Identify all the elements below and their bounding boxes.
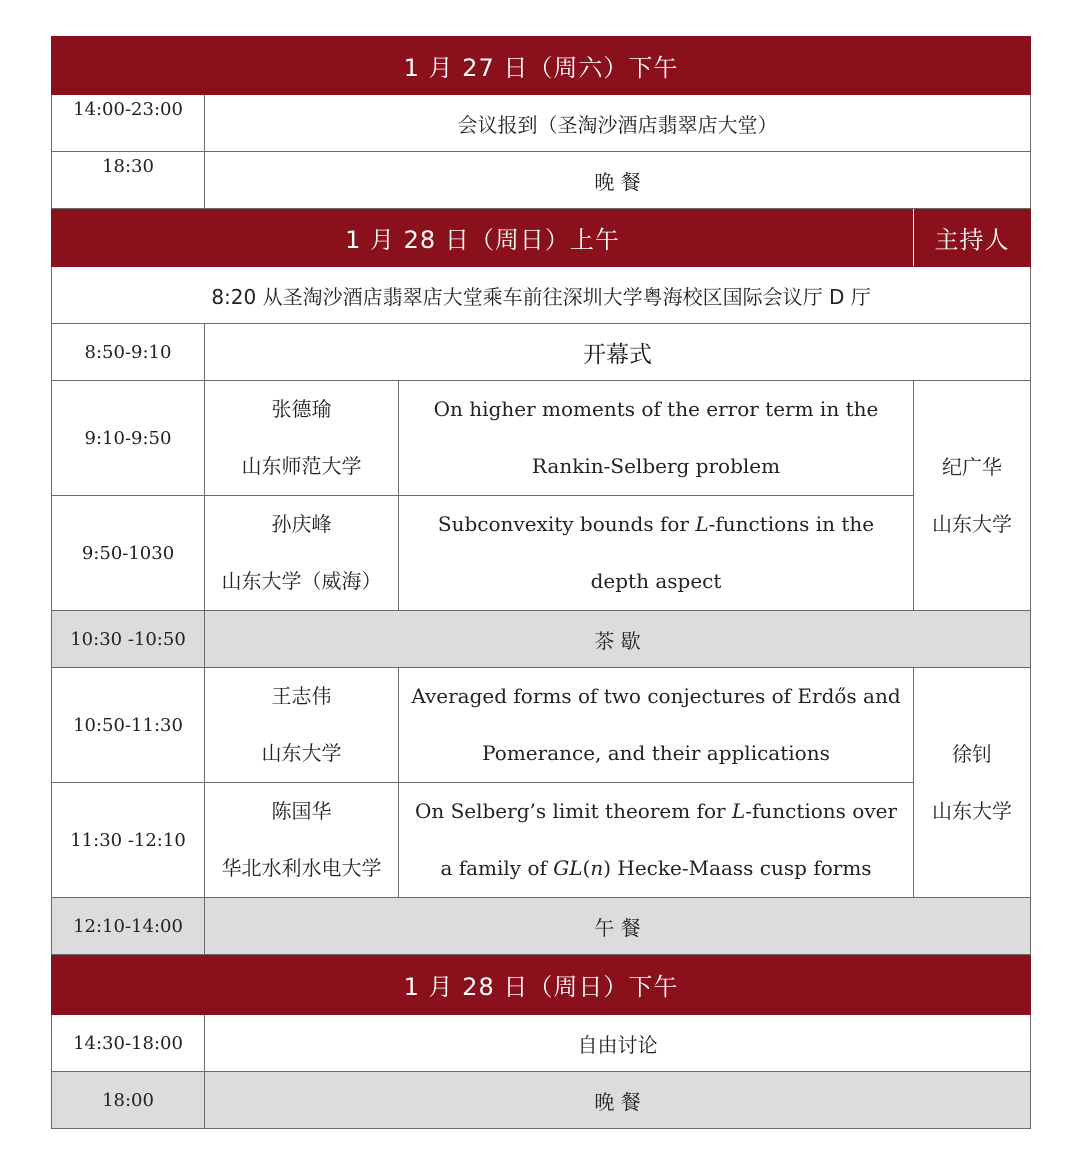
- dinner-event-day2: 晚 餐: [205, 1072, 1031, 1129]
- lunch-time: 12:10-14:00: [52, 898, 205, 955]
- session2-chair-cell: [914, 668, 1031, 898]
- talk1-time: 9:10-9:50: [52, 381, 205, 496]
- talk4-title-line2-mid2: ): [603, 856, 612, 880]
- talk4-title-line2-mid1: (: [582, 856, 591, 880]
- talk2-time: 9:50-1030: [52, 496, 205, 611]
- talk4-title-line1: [403, 783, 909, 840]
- talk4-title-line2-em2: n: [590, 856, 604, 880]
- talk4-title-line1-pre: On Selberg’s limit theorem for: [414, 799, 732, 823]
- talk1-title-line1: On higher moments of the error term in the: [433, 397, 879, 421]
- talk4-title-line2: [403, 840, 909, 897]
- talk2-title-line2: depth aspect: [590, 569, 722, 593]
- dinner-time-day2: 18:00: [52, 1072, 205, 1129]
- talk2-affiliation: 山东大学（威海）: [221, 569, 382, 593]
- talk1-speaker: 张德瑜: [271, 397, 332, 421]
- session2-chair-affiliation: 山东大学: [932, 798, 1012, 823]
- talk3-title-line2: Pomerance, and their applications: [482, 741, 830, 765]
- discussion-event: 自由讨论: [205, 1015, 1031, 1072]
- opening-time: 8:50-9:10: [52, 324, 205, 381]
- dinner-time-day1: 18:30: [52, 152, 205, 209]
- talk1-title-cell: [399, 381, 914, 496]
- dinner-event-day1: 晚 餐: [205, 152, 1031, 209]
- opening-ceremony: 开幕式: [205, 324, 1031, 381]
- talk4-title-line2-em1: GL: [553, 856, 583, 880]
- day1-afternoon-header: 1 月 27 日（周六）下午: [52, 37, 1031, 95]
- talk4-title-cell: [399, 783, 914, 898]
- registration-time: 14:00-23:00: [52, 95, 205, 152]
- talk3-time: 10:50-11:30: [52, 668, 205, 783]
- discussion-time: 14:30-18:00: [52, 1015, 205, 1072]
- talk4-affiliation: 华北水利水电大学: [221, 856, 382, 880]
- tea-break-time: 10:30 -10:50: [52, 611, 205, 668]
- talk4-time: 11:30 -12:10: [52, 783, 205, 898]
- conference-schedule-table: [51, 36, 1031, 1129]
- talk2-title-line1: [403, 496, 909, 553]
- talk4-speaker-cell: [205, 783, 399, 898]
- talk2-title-line1-pre: Subconvexity bounds for: [437, 512, 696, 536]
- session1-chair-name: 纪广华: [942, 454, 1002, 479]
- host-column-header: 主持人: [914, 209, 1031, 267]
- talk3-speaker: 王志伟: [271, 684, 332, 708]
- talk3-title-line1: Averaged forms of two conjectures of Erdős and: [411, 684, 901, 708]
- shuttle-notice: 8:20 从圣淘沙酒店翡翠店大堂乘车前往深圳大学粤海校区国际会议厅 D 厅: [52, 267, 1031, 324]
- talk3-affiliation: 山东大学: [261, 741, 342, 765]
- session2-chair-name: 徐钊: [952, 741, 992, 766]
- talk4-title-line2-post: Hecke-Maass cusp forms: [611, 856, 872, 880]
- day2-morning-header: 1 月 28 日（周日）上午: [52, 209, 914, 267]
- session1-chair-cell: [914, 381, 1031, 611]
- talk4-speaker: 陈国华: [271, 799, 332, 823]
- talk2-title-cell: [399, 496, 914, 611]
- lunch-event: 午 餐: [205, 898, 1031, 955]
- tea-break-event: 茶 歇: [205, 611, 1031, 668]
- talk4-title-line1-em: L: [731, 799, 746, 823]
- talk4-title-line1-post: -functions over: [745, 799, 898, 823]
- talk2-title-line1-post: -functions in the: [708, 512, 875, 536]
- talk3-speaker-cell: [205, 668, 399, 783]
- day2-afternoon-header: 1 月 28 日（周日）下午: [52, 955, 1031, 1015]
- talk4-title-line2-pre: a family of: [440, 856, 554, 880]
- talk2-speaker-cell: [205, 496, 399, 611]
- talk3-title-cell: [399, 668, 914, 783]
- session1-chair-affiliation: 山东大学: [932, 511, 1012, 536]
- talk2-title-line1-em: L: [695, 512, 709, 536]
- talk2-speaker: 孙庆峰: [271, 512, 332, 536]
- talk1-affiliation: 山东师范大学: [241, 454, 362, 478]
- registration-event: 会议报到（圣淘沙酒店翡翠店大堂）: [205, 95, 1031, 152]
- talk1-speaker-cell: [205, 381, 399, 496]
- talk1-title-line2: Rankin-Selberg problem: [531, 454, 781, 478]
